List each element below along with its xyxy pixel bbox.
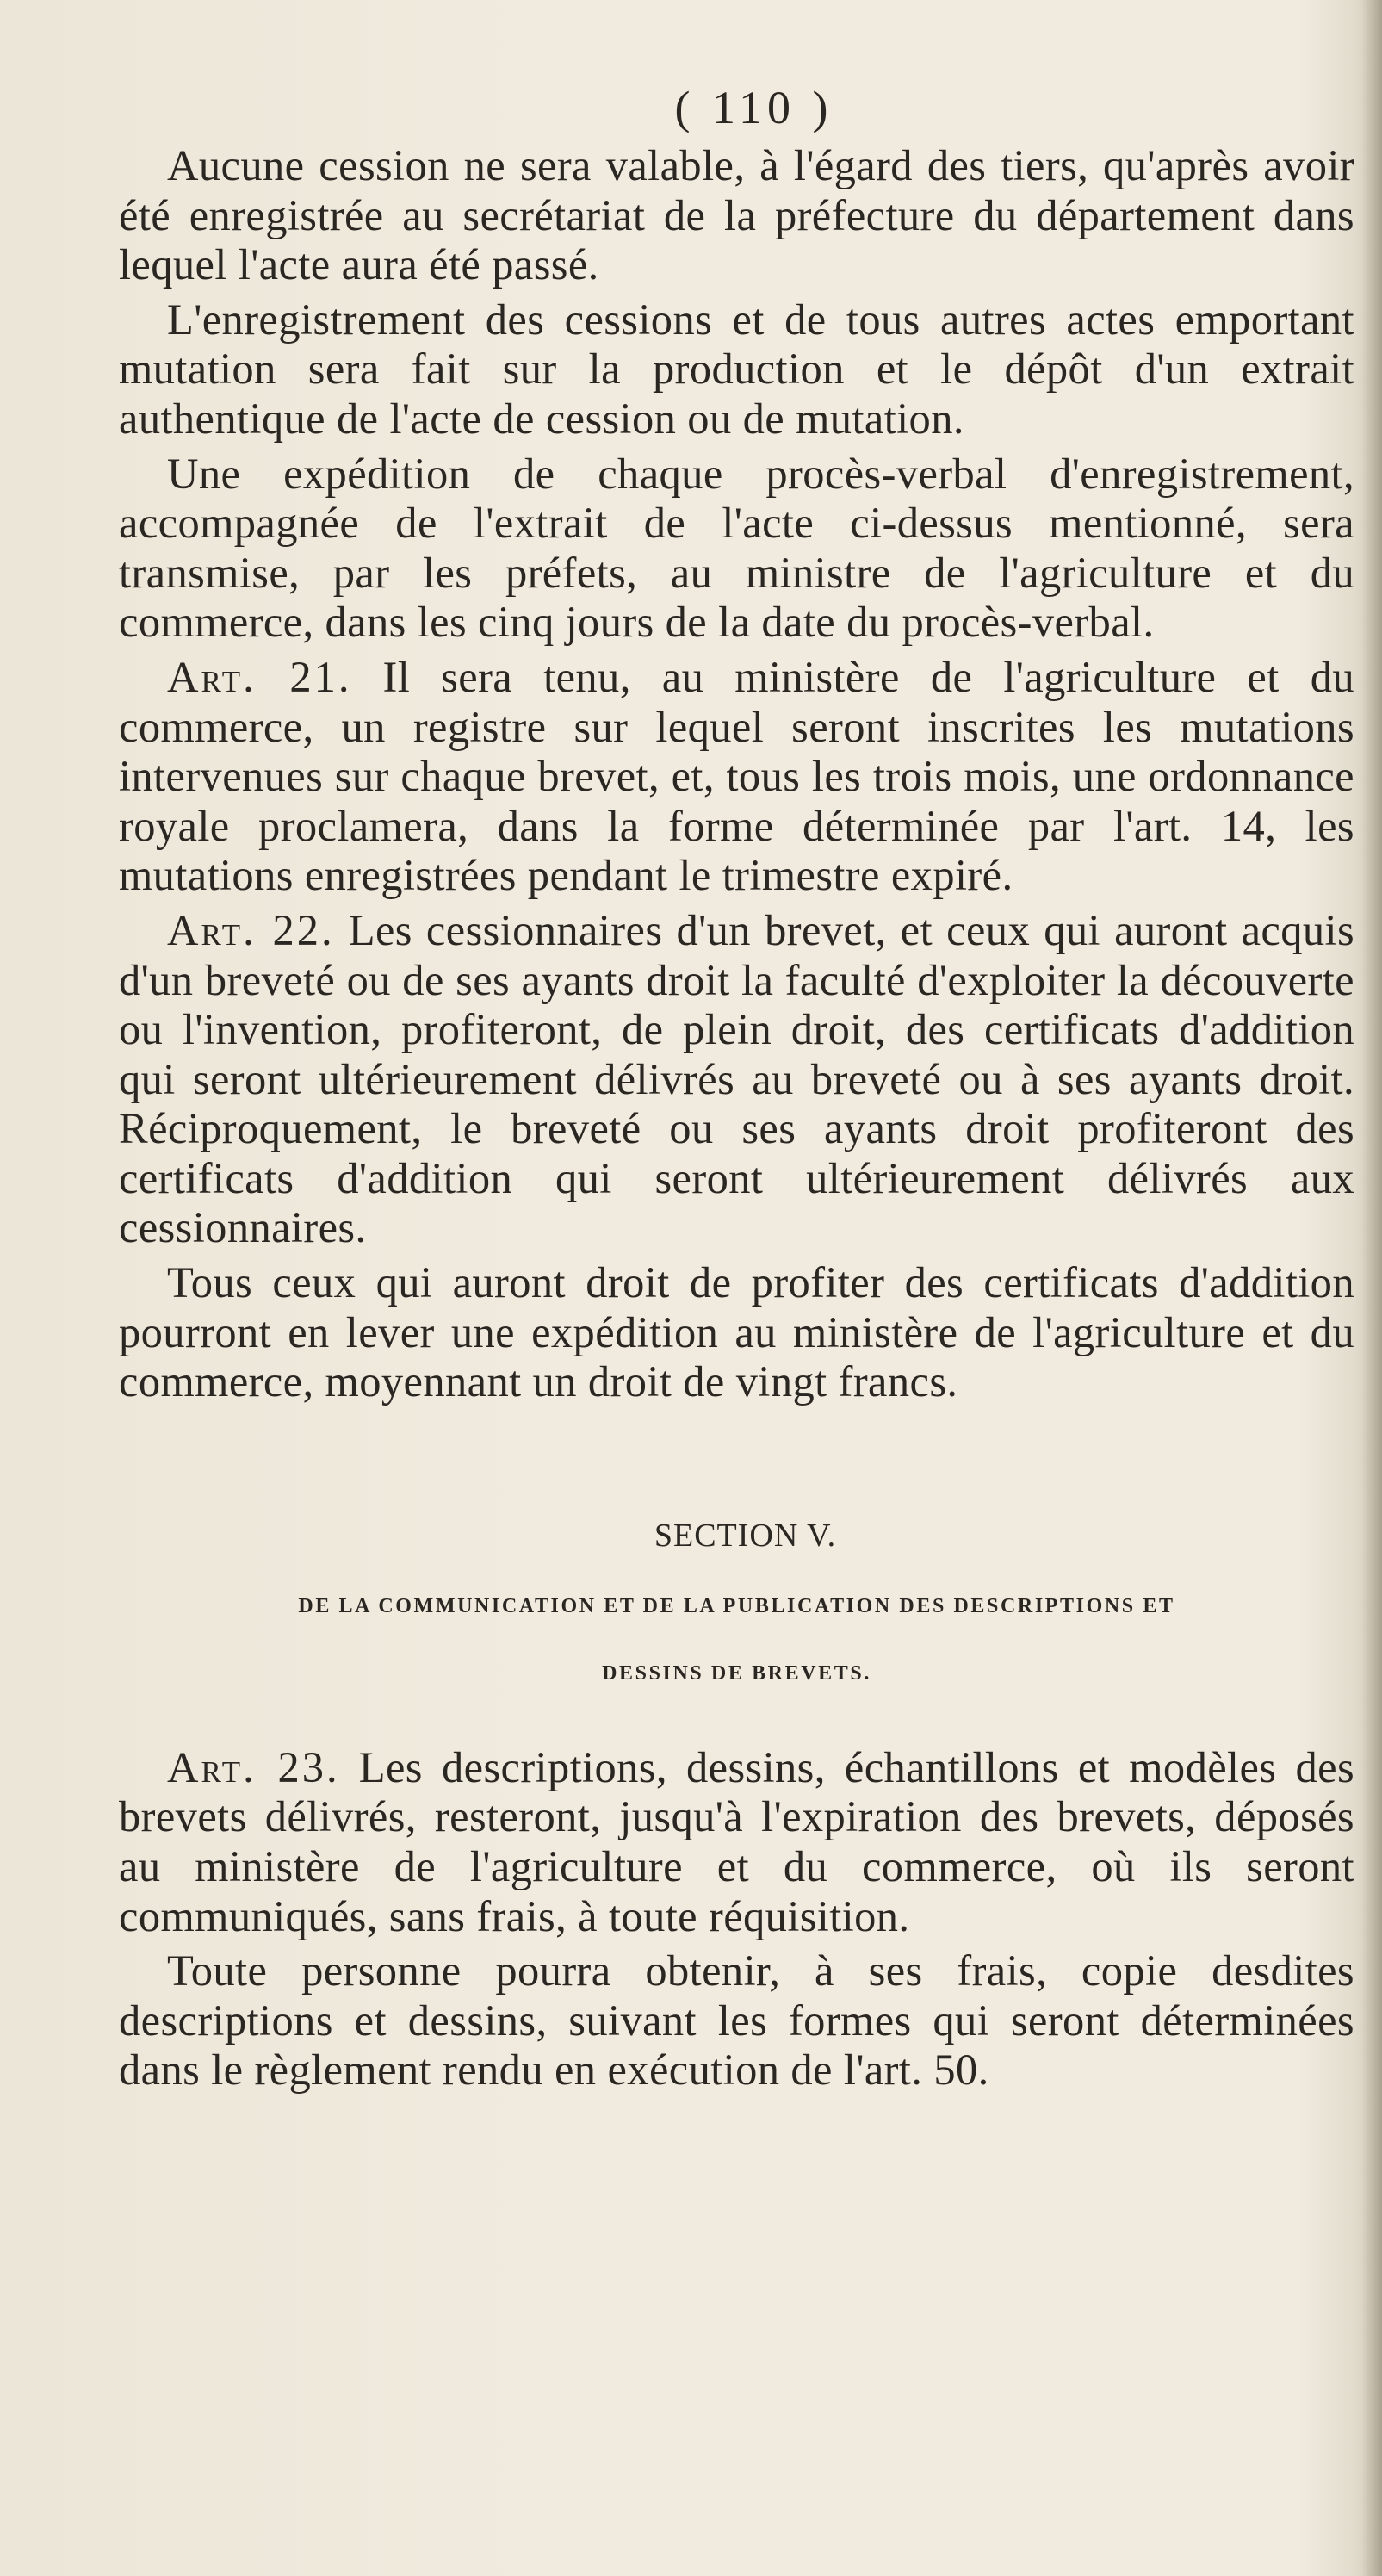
article-label: Art. 23. bbox=[167, 1742, 340, 1791]
paragraph-certificats-addition bbox=[119, 1258, 1354, 1407]
section-subtitle-line-2: DESSINS DE BREVETS. bbox=[602, 1661, 871, 1685]
article-label: Art. 22. bbox=[167, 905, 335, 954]
article-23 bbox=[119, 1743, 1354, 1941]
paragraph-text: Une expédition de chaque procès-verbal d'enregistrement, accompagnée de l'extrait de l'acte ci-dessus mentionné, sera transmise, par les préfets, au ministre de l'agriculture et du commerce, dans les cinq jours de la date du procès-verbal. bbox=[119, 449, 1354, 647]
page-number: ( 110 ) bbox=[674, 82, 834, 133]
paragraph-enregistrement bbox=[119, 295, 1354, 444]
paragraph-cession-validity bbox=[119, 141, 1354, 290]
page-content bbox=[119, 79, 1354, 2095]
article-21 bbox=[119, 653, 1354, 901]
paragraph-text: Tous ceux qui auront droit de profiter des certificats d'addition pourront en lever une expédition au ministère de l'agriculture et du commerce, moyennant un droit de vingt francs. bbox=[119, 1258, 1354, 1406]
paragraph-text: Aucune cession ne sera valable, à l'égard des tiers, qu'après avoir été enregistrée au secrétariat de la préfecture du département dans lequel l'acte aura été passé. bbox=[119, 141, 1354, 289]
article-22 bbox=[119, 906, 1354, 1253]
paragraph-text: Les descriptions, dessins, échantillons et modèles des brevets délivrés, resteront, jusqu'à l'expiration des brevets, déposés au ministère de l'agriculture et du commerce, où ils seront communiqués, sans frais, à toute réquisition. bbox=[119, 1742, 1354, 1940]
section-subtitle-line-1: DE LA COMMUNICATION ET DE LA PUBLICATION DES DESCRIPTIONS ET bbox=[298, 1594, 1175, 1617]
section-title: SECTION V. bbox=[654, 1517, 837, 1554]
paragraph-text: Il sera tenu, au ministère de l'agriculture et du commerce, un registre sur lequel seront inscrites les mutations intervenues sur chaque brevet, et, tous les trois mois, une ordonnance royale proclamera, dans la forme déterminée par l'art. 14, les mutations enregistrées pendant le trimestre expiré. bbox=[119, 652, 1354, 900]
paragraph-text: Toute personne pourra obtenir, à ses frais, copie desdites descriptions et dessins, suivant les formes qui seront déterminées dans le règlement rendu en exécution de l'art. 50. bbox=[119, 1946, 1354, 2095]
page-edge-shadow bbox=[1363, 0, 1382, 2576]
paragraph-text: Les cessionnaires d'un brevet, et ceux qui auront acquis d'un breveté ou de ses ayants droit la faculté d'exploiter la découverte ou l'invention, profiteront, de plein droit, des certificats d'addition qui seront ultérieurement délivrés au breveté ou à ses ayants droit. Réciproquement, le breveté ou ses ayants droit profiteront des certificats d'addition qui seront ultérieurement délivrés aux cessionnaires. bbox=[119, 905, 1355, 1252]
paragraph-text: L'enregistrement des cessions et de tous autres actes emportant mutation sera fait sur la production et le dépôt d'un extrait authentique de l'acte de cession ou de mutation. bbox=[119, 295, 1354, 443]
paragraph-expedition bbox=[119, 450, 1354, 648]
article-label: Art. 21. bbox=[167, 652, 352, 701]
paragraph-copie-descriptions bbox=[119, 1946, 1354, 2095]
